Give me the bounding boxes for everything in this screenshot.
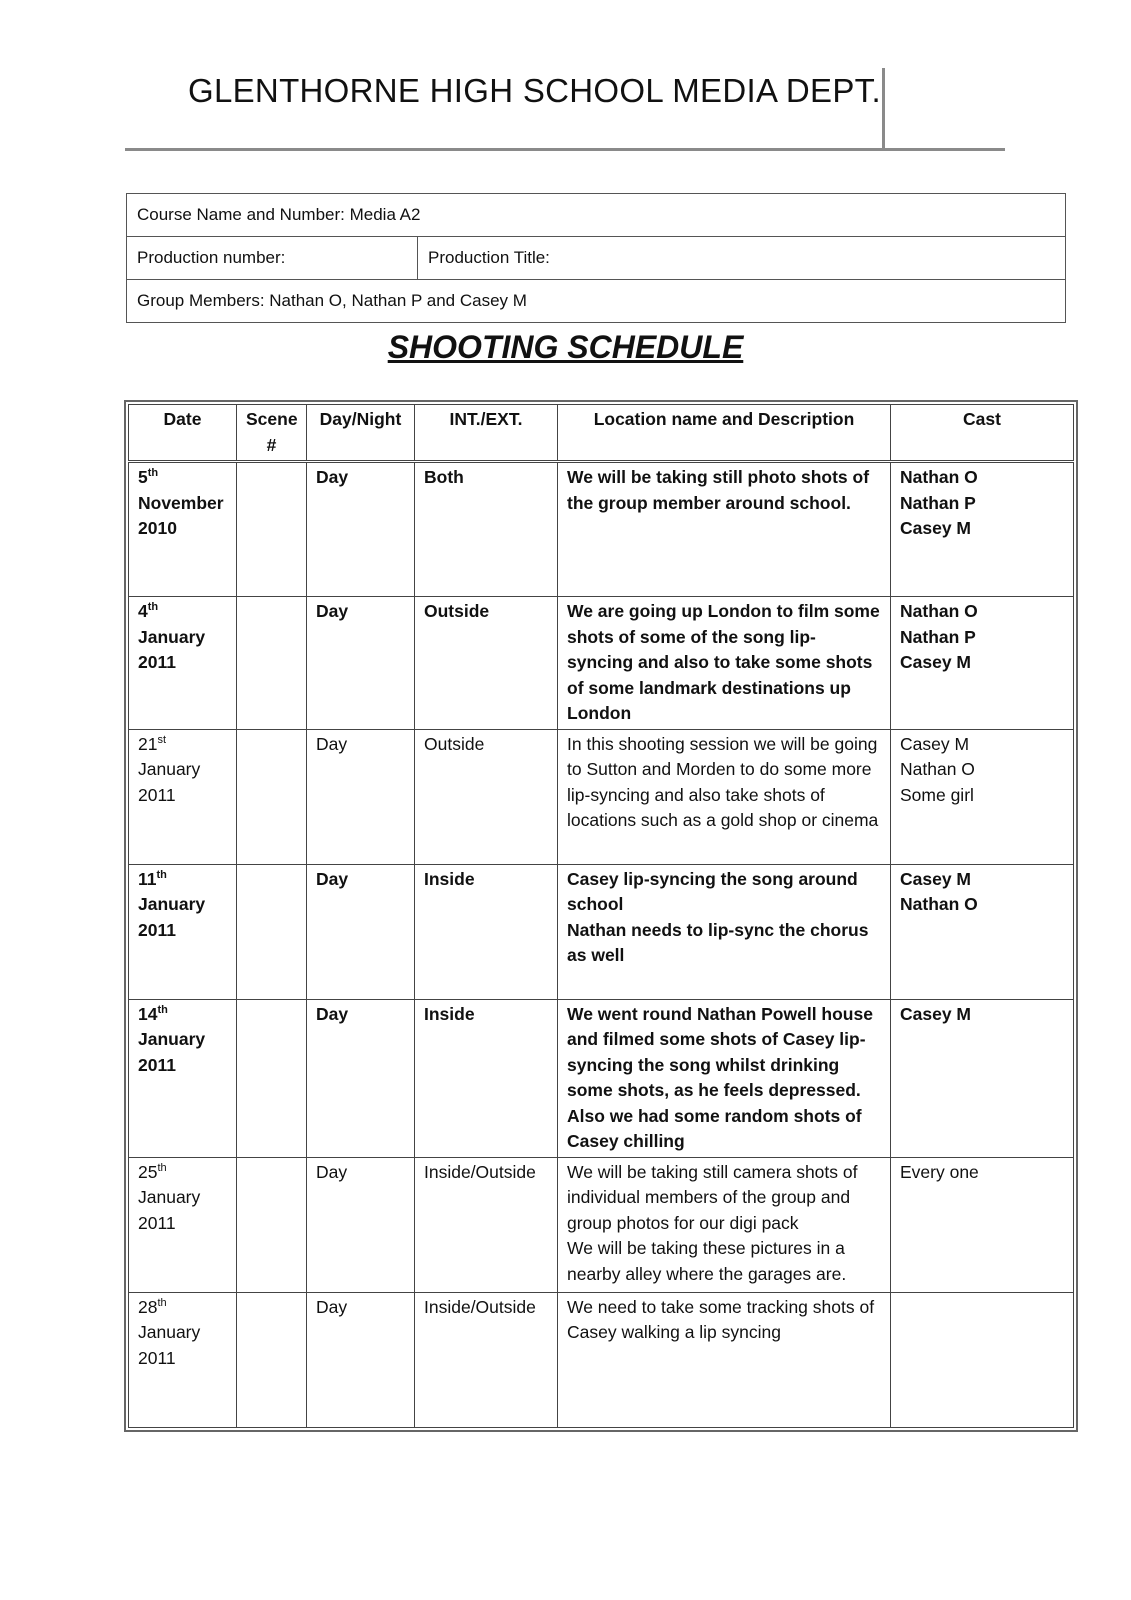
date-day: 5 xyxy=(138,467,148,487)
date-day: 4 xyxy=(138,601,148,621)
date-month: January xyxy=(138,1187,201,1207)
date-suffix: th xyxy=(157,1003,168,1016)
location-line: We will be taking these pictures in a nearby alley where the garages are. xyxy=(567,1238,847,1284)
cell-int-ext: Inside xyxy=(415,864,558,999)
date-month: January xyxy=(138,759,201,779)
cell-location xyxy=(558,864,891,999)
cast-member: Casey M xyxy=(900,1003,972,1024)
header-divider-horizontal xyxy=(125,148,1005,151)
date-month: January xyxy=(138,1322,201,1342)
date-month: January xyxy=(138,626,206,647)
cell-day-night: Day xyxy=(307,864,415,999)
cell-day-night: Day xyxy=(307,729,415,864)
cast-member: Casey M xyxy=(900,733,970,754)
date-month: January xyxy=(138,1029,206,1049)
cast-member: Nathan P xyxy=(900,626,976,647)
date-month: January xyxy=(138,894,206,914)
cell-location xyxy=(558,729,891,864)
cast-member: Nathan O xyxy=(900,601,978,621)
cell-int-ext: Inside xyxy=(415,999,558,1157)
date-suffix: th xyxy=(156,868,167,881)
location-line: In this shooting session we will be going to Sutton and Morden to do some more lip-syncing and also take shots of locations such as a gold shop or cinema xyxy=(567,733,879,830)
table-row xyxy=(129,462,1074,597)
date-year: 2011 xyxy=(138,652,176,672)
date-suffix: th xyxy=(147,601,159,614)
date-suffix: th xyxy=(147,467,159,480)
table-row xyxy=(129,864,1074,999)
cast-member: Casey M xyxy=(900,518,972,538)
location-line: We will be taking still photo shots of the group member around school. xyxy=(567,467,870,513)
course-field: Course Name and Number: Media A2 xyxy=(127,194,1066,237)
cast-member: Casey M xyxy=(900,652,972,672)
cell-scene xyxy=(237,1157,307,1292)
cell-date xyxy=(129,462,237,597)
cast-member: Nathan O xyxy=(900,467,978,487)
cast-member: Every one xyxy=(900,1161,979,1182)
cell-scene xyxy=(237,999,307,1157)
location-line: Nathan needs to lip-sync the chorus as well xyxy=(567,919,869,965)
cell-location xyxy=(558,1292,891,1427)
production-number-field: Production number: xyxy=(127,237,418,280)
table-row xyxy=(129,1157,1074,1292)
cell-location xyxy=(558,597,891,730)
cell-date xyxy=(129,864,237,999)
department-title: GLENTHORNE HIGH SCHOOL MEDIA DEPT. xyxy=(188,72,881,109)
cell-int-ext: Both xyxy=(415,462,558,597)
cell-cast xyxy=(891,1157,1074,1292)
schedule-title: SHOOTING SCHEDULE xyxy=(387,329,744,365)
production-title-field: Production Title: xyxy=(418,237,1066,280)
cell-cast xyxy=(891,1292,1074,1427)
date-month: November xyxy=(138,492,224,513)
cell-day-night: Day xyxy=(307,597,415,730)
schedule-table xyxy=(128,404,1074,1428)
date-day: 21 xyxy=(138,733,158,754)
col-cast: Cast xyxy=(891,405,1074,462)
date-year: 2011 xyxy=(138,784,176,805)
table-row xyxy=(129,999,1074,1157)
cast-member: Some girl xyxy=(900,784,974,805)
cell-int-ext: Inside/Outside xyxy=(415,1292,558,1427)
cell-scene xyxy=(237,729,307,864)
cell-location xyxy=(558,1157,891,1292)
cell-location xyxy=(558,999,891,1157)
location-line: We went round Nathan Powell house and filmed some shots of Casey lip-syncing the song whilst drinking some shots, as he feels depressed. Also we had some random shots of Casey chilling xyxy=(567,1003,873,1151)
shooting-schedule xyxy=(124,400,1078,1432)
table-row xyxy=(129,1292,1074,1427)
date-day: 28 xyxy=(138,1296,158,1317)
col-int-ext: INT./EXT. xyxy=(415,405,558,462)
table-row xyxy=(129,597,1074,730)
header-divider-vertical xyxy=(882,68,885,150)
date-suffix: th xyxy=(157,1161,167,1174)
cell-date xyxy=(129,597,237,730)
cast-member: Casey M xyxy=(900,868,972,889)
cell-cast xyxy=(891,462,1074,597)
table-row xyxy=(129,729,1074,864)
col-date: Date xyxy=(129,405,237,462)
date-day: 11 xyxy=(138,868,157,889)
cell-scene xyxy=(237,462,307,597)
cell-day-night: Day xyxy=(307,1292,415,1427)
cell-day-night: Day xyxy=(307,1157,415,1292)
date-year: 2010 xyxy=(138,518,177,538)
cell-cast xyxy=(891,999,1074,1157)
location-line: We will be taking still camera shots of individual members of the group and group photos for our digi pack xyxy=(567,1161,858,1233)
cell-cast xyxy=(891,864,1074,999)
date-year: 2011 xyxy=(138,919,176,940)
date-year: 2011 xyxy=(138,1212,176,1233)
location-line: Casey lip-syncing the song around school xyxy=(567,868,858,914)
cell-date xyxy=(129,729,237,864)
col-day-night: Day/Night xyxy=(307,405,415,462)
production-info-table xyxy=(126,193,1066,323)
cell-cast xyxy=(891,597,1074,730)
cell-int-ext: Inside/Outside xyxy=(415,1157,558,1292)
cast-member: Nathan O xyxy=(900,759,975,779)
date-year: 2011 xyxy=(138,1347,176,1368)
location-line: We are going up London to film some shots of some of the song lip-syncing and also to take some shots of some landmark destinations up London xyxy=(567,601,880,723)
cell-date xyxy=(129,1292,237,1427)
cell-scene xyxy=(237,1292,307,1427)
schedule-header-row xyxy=(129,405,1074,462)
col-scene: Scene # xyxy=(237,405,307,462)
date-day: 14 xyxy=(138,1003,158,1024)
cell-cast xyxy=(891,729,1074,864)
date-year: 2011 xyxy=(138,1054,176,1075)
cast-member: Nathan O xyxy=(900,894,978,914)
date-day: 25 xyxy=(138,1161,158,1182)
date-suffix: th xyxy=(157,1296,167,1309)
cast-member: Nathan P xyxy=(900,492,976,513)
col-location: Location name and Description xyxy=(558,405,891,462)
cell-date xyxy=(129,1157,237,1292)
cell-int-ext: Outside xyxy=(415,729,558,864)
location-line: We need to take some tracking shots of Casey walking a lip syncing xyxy=(567,1296,875,1342)
cell-day-night: Day xyxy=(307,999,415,1157)
cell-scene xyxy=(237,597,307,730)
cell-int-ext: Outside xyxy=(415,597,558,730)
group-members-field: Group Members: Nathan O, Nathan P and Casey M xyxy=(127,280,1066,323)
cell-date xyxy=(129,999,237,1157)
cell-day-night: Day xyxy=(307,462,415,597)
cell-location xyxy=(558,462,891,597)
date-suffix: st xyxy=(157,733,167,746)
cell-scene xyxy=(237,864,307,999)
